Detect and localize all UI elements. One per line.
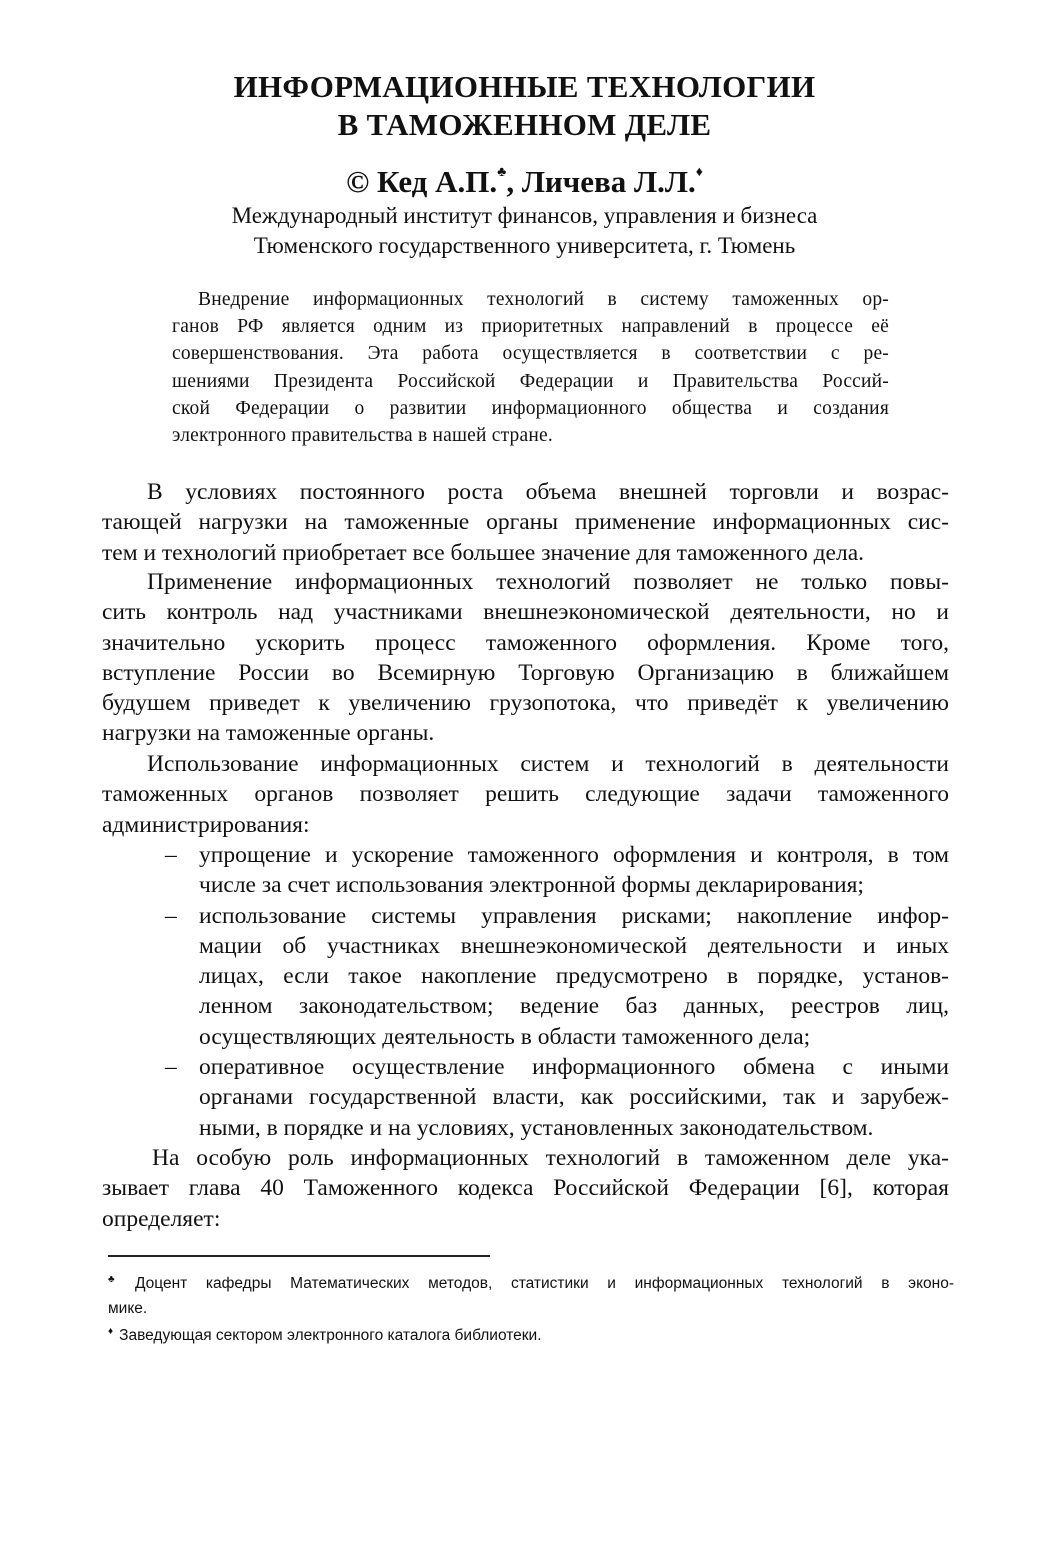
- paragraph-line: зывает глава 40 Таможенного кодекса Российской Федерации [6], которая: [102, 1175, 949, 1202]
- footnote-line: [108, 1271, 954, 1296]
- author-1-name: © Кед А.П.: [346, 164, 498, 199]
- paragraph-line: сить контроль над участниками внешнеэкономической деятельности, но и: [102, 599, 949, 626]
- list-item: [165, 840, 949, 901]
- list-item-line: оперативное осуществление информационного обмена с иными: [199, 1054, 949, 1081]
- footnote-separator: [108, 1255, 490, 1257]
- abstract-line: совершенствования. Эта работа осуществляется в соответствии с ре-: [172, 343, 889, 365]
- list-item-line: использование системы управления рисками; накопление инфор-: [199, 902, 949, 929]
- list-item-line: числе за счет использования электронной формы декларирования;: [199, 872, 864, 899]
- paragraph-line: определяет:: [102, 1205, 221, 1232]
- paragraph-1: [102, 477, 949, 568]
- list-item-line: упрощение и ускорение таможенного оформления и контроля, в том: [199, 842, 949, 868]
- author-1-footnote-mark: ♣: [497, 165, 507, 180]
- list-item-line: мации об участниках внешнеэкономической деятельности и иных: [199, 932, 949, 959]
- authors-line: [100, 162, 949, 202]
- list-item: [165, 1052, 949, 1143]
- abstract: [172, 286, 889, 449]
- list-item-line: органами государственной власти, как российскими, так и зарубеж-: [199, 1084, 949, 1111]
- paragraph-line: В условиях постоянного роста объема внешней торговли и возрас-: [147, 479, 949, 505]
- footnote-line: [108, 1323, 954, 1348]
- article-title-line-2: В ТАМОЖЕННОМ ДЕЛЕ: [337, 107, 712, 142]
- paragraph-line: администрирования:: [102, 811, 310, 838]
- article-title-line-1: ИНФОРМАЦИОННЫЕ ТЕХНОЛОГИИ: [233, 69, 816, 104]
- footnote-mark: ♣: [108, 1274, 129, 1285]
- paragraph-line: тающей нагрузки на таможенные органы применение информационных сис-: [102, 509, 949, 536]
- abstract-line: электронного правительства в нашей стране.: [172, 424, 553, 446]
- footnote-text: Заведующая сектором электронного каталога библиотеки.: [119, 1327, 542, 1344]
- footnote-mark: ♦: [108, 1326, 114, 1337]
- list-item-line: осуществляющих деятельность в области таможенного дела;: [199, 1023, 811, 1050]
- abstract-line: ганов РФ является одним из приоритетных направлений в процессе её: [172, 316, 889, 338]
- paragraph-3: [102, 749, 949, 840]
- footnote-2: [108, 1323, 954, 1348]
- affiliation-line-2: Тюменского государственного университета, г. Тюмень: [253, 233, 796, 258]
- list-item-line: ными, в порядке и на условиях, установленных законодательством.: [199, 1114, 874, 1141]
- footnote-1: [108, 1271, 954, 1321]
- paragraph-line: Применение информационных технологий позволяет не только повы-: [147, 569, 949, 595]
- list-item-line: лицах, если такое накопление предусмотрено в порядке, установ-: [199, 963, 949, 990]
- paragraph-2: [102, 567, 949, 749]
- footnote-text: Доцент кафедры Математических методов, статистики и информационных технологий в эконо-: [134, 1275, 954, 1292]
- paragraph-4: [102, 1143, 949, 1234]
- paragraph-line: вступление России во Всемирную Торговую Организацию в ближайшем: [102, 659, 949, 686]
- list-item: [165, 901, 949, 1052]
- author-2-name: , Личева Л.Л.: [506, 164, 696, 199]
- paragraph-line: нагрузки на таможенные органы.: [102, 720, 435, 747]
- affiliation-line-1: Международный институт финансов, управления и бизнеса: [231, 203, 818, 228]
- paragraph-line: значительно ускорить процесс таможенного оформления. Кроме того,: [102, 629, 949, 656]
- list-dash: –: [165, 902, 177, 929]
- abstract-line: Внедрение информационных технологий в систему таможенных ор-: [198, 289, 889, 310]
- paragraph-line: На особую роль информационных технологий в таможенном деле ука-: [152, 1145, 949, 1171]
- footnote-line: мике.: [108, 1300, 148, 1317]
- paragraph-line: тем и технологий приобретает все большее значение для таможенного дела.: [102, 539, 865, 566]
- list-item-line: ленном законодательством; ведение баз данных, реестров лиц,: [199, 993, 949, 1020]
- list-dash: –: [165, 1054, 177, 1081]
- paragraph-line: таможенных органов позволяет решить следующие задачи таможенного: [102, 781, 949, 808]
- paragraph-line: Использование информационных систем и технологий в деятельности: [147, 751, 949, 777]
- task-list: [165, 840, 949, 1143]
- paragraph-line: будушем приведет к увеличению грузопотока, что приведёт к увеличению: [102, 690, 949, 717]
- author-2-footnote-mark: ♦: [695, 165, 703, 180]
- abstract-line: шениями Президента Российской Федерации и Правительства Россий-: [172, 370, 889, 392]
- abstract-line: ской Федерации о развитии информационного общества и создания: [172, 397, 889, 419]
- list-dash: –: [165, 842, 177, 868]
